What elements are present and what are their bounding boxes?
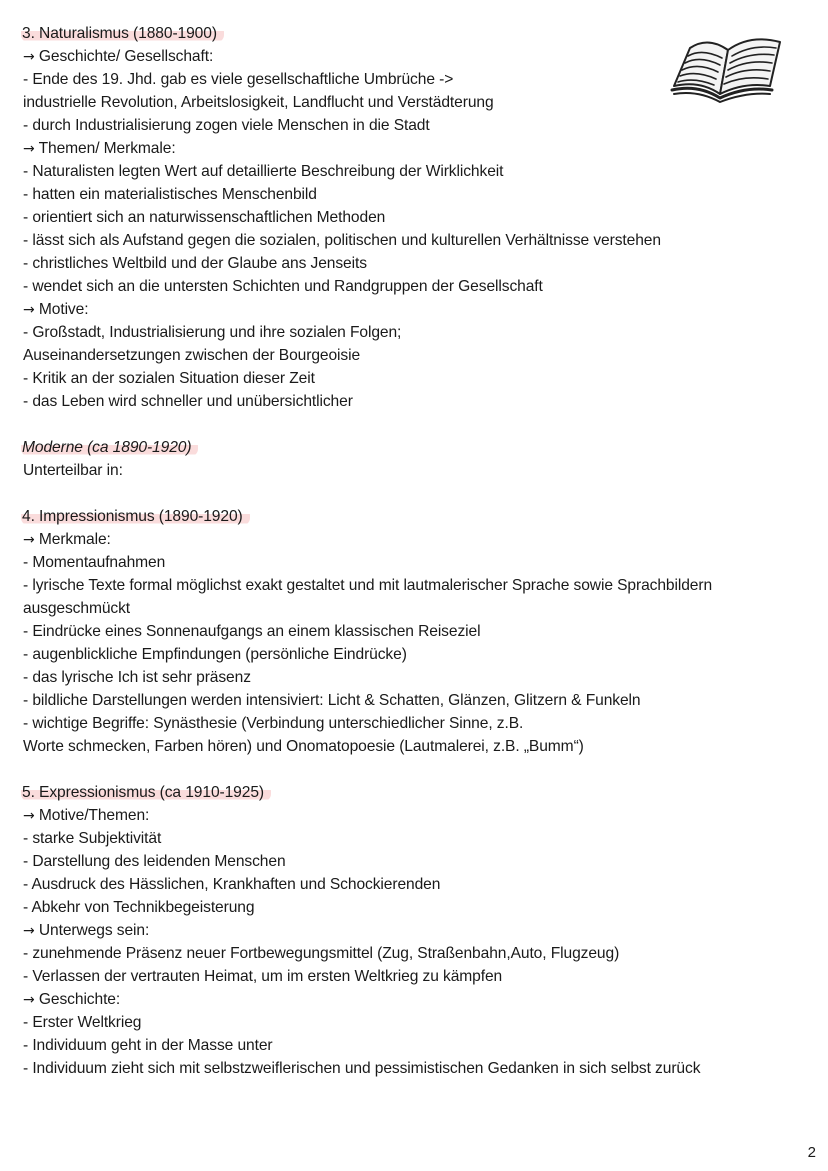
section-heading-expressionismus: 5. Expressionismus (ca 1910-1925) bbox=[23, 781, 813, 804]
list-item: Worte schmecken, Farben hören) und Onomatopoesie (Lautmalerei, z.B. „Bumm“) bbox=[23, 738, 584, 755]
subheading: → Geschichte/ Gesellschaft: bbox=[23, 48, 214, 65]
subheading: → Motive/Themen: bbox=[23, 807, 150, 824]
section-heading-naturalismus: 3. Naturalismus (1880-1900) bbox=[23, 22, 813, 45]
document-page bbox=[23, 22, 813, 1080]
list-item: - zunehmende Präsenz neuer Fortbewegungsmittel (Zug, Straßenbahn,Auto, Flugzeug) bbox=[23, 945, 620, 962]
list-item: - wendet sich an die untersten Schichten und Randgruppen der Gesellschaft bbox=[23, 278, 543, 295]
open-book-icon bbox=[668, 28, 788, 108]
list-item: - hatten ein materialistisches Menschenbild bbox=[23, 186, 317, 203]
list-item: - Ausdruck des Hässlichen, Krankhaften und Schockierenden bbox=[23, 876, 441, 893]
list-item: - das Leben wird schneller und unübersichtlicher bbox=[23, 393, 353, 410]
spacer bbox=[23, 758, 813, 781]
list-item: - lyrische Texte formal möglichst exakt gestaltet und mit lautmalerischer Sprache sowie Sprachbildern bbox=[23, 577, 713, 594]
list-item: - orientiert sich an naturwissenschaftlichen Methoden bbox=[23, 209, 386, 226]
list-item: - Individuum zieht sich mit selbstzweiflerischen und pessimistischen Gedanken in sich selbst zurück bbox=[23, 1060, 701, 1077]
list-item: - Großstadt, Industrialisierung und ihre sozialen Folgen; bbox=[23, 324, 402, 341]
list-item: - das lyrische Ich ist sehr präsenz bbox=[23, 669, 251, 686]
list-item: - durch Industrialisierung zogen viele Menschen in die Stadt bbox=[23, 117, 430, 134]
list-item: ausgeschmückt bbox=[23, 600, 131, 617]
list-item: - Momentaufnahmen bbox=[23, 554, 166, 571]
list-item: - augenblickliche Empfindungen (persönliche Eindrücke) bbox=[23, 646, 407, 663]
list-item: Auseinandersetzungen zwischen der Bourgeoisie bbox=[23, 347, 361, 364]
section-heading-impressionismus: 4. Impressionismus (1890-1920) bbox=[23, 505, 813, 528]
list-item: - Abkehr von Technikbegeisterung bbox=[23, 899, 255, 916]
list-item: - Ende des 19. Jhd. gab es viele gesellschaftliche Umbrüche -> bbox=[23, 71, 454, 88]
list-item: - Kritik an der sozialen Situation dieser Zeit bbox=[23, 370, 315, 387]
list-item: - christliches Weltbild und der Glaube ans Jenseits bbox=[23, 255, 367, 272]
subheading: → Merkmale: bbox=[23, 531, 111, 548]
subheading: → Geschichte: bbox=[23, 991, 121, 1008]
subheading: → Motive: bbox=[23, 301, 89, 318]
page-number: 2 bbox=[807, 1144, 816, 1161]
list-item: - starke Subjektivität bbox=[23, 830, 162, 847]
list-item: - Erster Weltkrieg bbox=[23, 1014, 142, 1031]
spacer bbox=[23, 482, 813, 505]
list-item: - Naturalisten legten Wert auf detaillierte Beschreibung der Wirklichkeit bbox=[23, 163, 504, 180]
paragraph: Unterteilbar in: bbox=[23, 462, 123, 479]
list-item: - bildliche Darstellungen werden intensiviert: Licht & Schatten, Glänzen, Glitzern & Funkeln bbox=[23, 692, 641, 709]
subheading: → Themen/ Merkmale: bbox=[23, 140, 176, 157]
list-item: industrielle Revolution, Arbeitslosigkeit, Landflucht und Verstädterung bbox=[23, 94, 494, 111]
list-item: - Darstellung des leidenden Menschen bbox=[23, 853, 286, 870]
spacer bbox=[23, 413, 813, 436]
subheading: → Unterwegs sein: bbox=[23, 922, 150, 939]
list-item: - lässt sich als Aufstand gegen die sozialen, politischen und kulturellen Verhältnisse verstehen bbox=[23, 232, 661, 249]
list-item: - Eindrücke eines Sonnenaufgangs an einem klassischen Reiseziel bbox=[23, 623, 481, 640]
list-item: - Verlassen der vertrauten Heimat, um im ersten Weltkrieg zu kämpfen bbox=[23, 968, 503, 985]
list-item: - wichtige Begriffe: Synästhesie (Verbindung unterschiedlicher Sinne, z.B. bbox=[23, 715, 524, 732]
section-heading-moderne: Moderne (ca 1890-1920) bbox=[23, 436, 813, 459]
list-item: - Individuum geht in der Masse unter bbox=[23, 1037, 273, 1054]
